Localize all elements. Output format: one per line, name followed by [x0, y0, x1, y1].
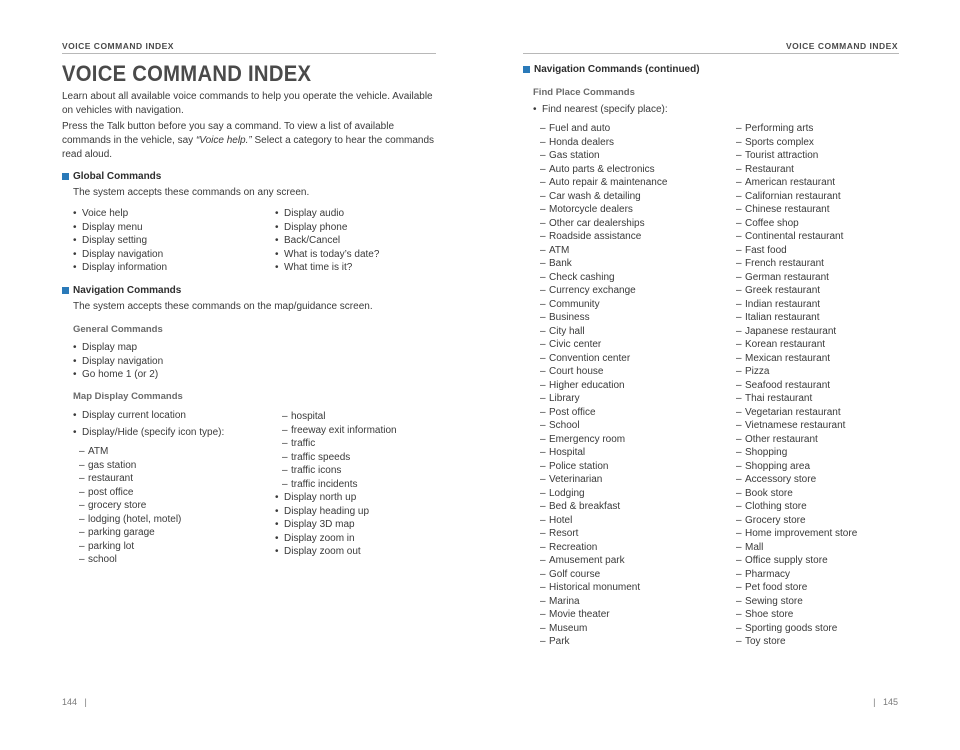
place-type-item: – Gas station: [540, 149, 667, 163]
place-type-item: – Bank: [540, 257, 667, 271]
icon-type-item: – traffic: [282, 437, 397, 451]
place-type-item: – Museum: [540, 622, 667, 636]
place-type-item: – Italian restaurant: [736, 311, 857, 325]
place-type-item: – Accessory store: [736, 473, 857, 487]
icon-type-item: – school: [79, 553, 181, 567]
place-type-item: – German restaurant: [736, 271, 857, 285]
map-command-display-hide: • Display/Hide (specify icon type):: [73, 427, 224, 438]
general-command-item: • Go home 1 (or 2): [73, 368, 163, 382]
place-type-item: – Shopping area: [736, 460, 857, 474]
find-place-commands-heading: Find Place Commands: [533, 87, 635, 98]
place-type-item: – Vietnamese restaurant: [736, 419, 857, 433]
running-head: VOICE COMMAND INDEX: [786, 41, 898, 51]
place-type-item: – Roadside assistance: [540, 230, 667, 244]
global-intro: The system accepts these commands on any screen.: [73, 187, 310, 198]
page-title: VOICE COMMAND INDEX: [62, 61, 312, 86]
global-commands-list-2: [275, 207, 379, 275]
place-type-item: – Mall: [736, 541, 857, 555]
place-type-item: – Hotel: [540, 514, 667, 528]
talk-paragraph: Press the Talk button before you say a command. To view a list of available commands in the vehicle, say “Voice help.” Select a category to hear the commands read aloud.: [62, 121, 435, 160]
navigation-continued-heading: Navigation Commands (continued): [523, 64, 700, 75]
place-type-item: – Car wash & detailing: [540, 190, 667, 204]
place-type-item: – Pet food store: [736, 581, 857, 595]
map-command-item: • Display 3D map: [275, 518, 369, 532]
icon-type-item: – parking garage: [79, 526, 181, 540]
place-type-item: – Greek restaurant: [736, 284, 857, 298]
place-type-item: – Convention center: [540, 352, 667, 366]
place-type-item: – Restaurant: [736, 163, 857, 177]
icon-type-list: [79, 445, 181, 567]
place-type-item: – Currency exchange: [540, 284, 667, 298]
place-type-item: – Californian restaurant: [736, 190, 857, 204]
place-type-item: – Community: [540, 298, 667, 312]
place-type-item: – Honda dealers: [540, 136, 667, 150]
place-type-item: – Resort: [540, 527, 667, 541]
find-nearest-command: • Find nearest (specify place):: [533, 104, 668, 115]
header-rule: [523, 53, 899, 54]
place-type-item: – Sporting goods store: [736, 622, 857, 636]
place-type-item: – Seafood restaurant: [736, 379, 857, 393]
place-type-item: – Movie theater: [540, 608, 667, 622]
place-type-item: – Home improvement store: [736, 527, 857, 541]
right-page: [480, 0, 960, 750]
place-type-item: – American restaurant: [736, 176, 857, 190]
place-type-item: – School: [540, 419, 667, 433]
global-command-item: • Display navigation: [73, 248, 167, 262]
place-type-item: – Office supply store: [736, 554, 857, 568]
place-type-item: – Higher education: [540, 379, 667, 393]
place-type-item: – Chinese restaurant: [736, 203, 857, 217]
place-type-item: – Tourist attraction: [736, 149, 857, 163]
header-rule: [62, 53, 436, 54]
place-type-item: – ATM: [540, 244, 667, 258]
global-command-item: • Display audio: [275, 207, 379, 221]
place-type-item: – Grocery store: [736, 514, 857, 528]
place-type-item: – Auto repair & maintenance: [540, 176, 667, 190]
page-number-right: | 145: [873, 697, 898, 707]
place-type-item: – Continental restaurant: [736, 230, 857, 244]
global-command-item: • What is today’s date?: [275, 248, 379, 262]
icon-type-item: – traffic speeds: [282, 451, 397, 465]
icon-type-item: – traffic incidents: [282, 478, 397, 492]
global-command-item: • Display information: [73, 261, 167, 275]
icon-type-list-continued: [282, 410, 397, 491]
intro-paragraph: Learn about all available voice commands to help you operate the vehicle. Available on vehicles with navigation.: [62, 91, 433, 116]
place-type-item: – Pharmacy: [736, 568, 857, 582]
place-type-item: – Park: [540, 635, 667, 649]
navigation-commands-heading: Navigation Commands: [62, 285, 181, 296]
place-type-item: – Hospital: [540, 446, 667, 460]
icon-type-item: – parking lot: [79, 540, 181, 554]
section-marker-icon: [523, 66, 530, 73]
place-type-item: – Bed & breakfast: [540, 500, 667, 514]
global-command-item: • Display setting: [73, 234, 167, 248]
place-type-item: – Korean restaurant: [736, 338, 857, 352]
running-head: VOICE COMMAND INDEX: [62, 41, 174, 51]
place-type-item: – Motorcycle dealers: [540, 203, 667, 217]
place-type-item: – Indian restaurant: [736, 298, 857, 312]
place-type-item: – Amusement park: [540, 554, 667, 568]
place-type-item: – Lodging: [540, 487, 667, 501]
map-display-commands-heading: Map Display Commands: [73, 391, 183, 402]
place-type-item: – Mexican restaurant: [736, 352, 857, 366]
place-type-item: – Fast food: [736, 244, 857, 258]
place-type-item: – Marina: [540, 595, 667, 609]
global-command-item: • Display menu: [73, 221, 167, 235]
general-commands-heading: General Commands: [73, 324, 163, 335]
map-commands-more-list: [275, 491, 369, 559]
place-type-item: – Sports complex: [736, 136, 857, 150]
place-type-item: – Vegetarian restaurant: [736, 406, 857, 420]
place-type-item: – Court house: [540, 365, 667, 379]
place-type-item: – Recreation: [540, 541, 667, 555]
section-marker-icon: [62, 287, 69, 294]
place-type-item: – Thai restaurant: [736, 392, 857, 406]
place-type-item: – Coffee shop: [736, 217, 857, 231]
map-command-item: • Display zoom in: [275, 532, 369, 546]
map-command-item: • Display heading up: [275, 505, 369, 519]
map-command-current-location: • Display current location: [73, 410, 186, 421]
icon-type-item: – hospital: [282, 410, 397, 424]
global-command-item: • Back/Cancel: [275, 234, 379, 248]
place-type-item: – French restaurant: [736, 257, 857, 271]
icon-type-item: – restaurant: [79, 472, 181, 486]
general-command-item: • Display navigation: [73, 355, 163, 369]
icon-type-item: – freeway exit information: [282, 424, 397, 438]
place-type-item: – Other restaurant: [736, 433, 857, 447]
place-type-item: – Japanese restaurant: [736, 325, 857, 339]
place-type-item: – Book store: [736, 487, 857, 501]
icon-type-item: – grocery store: [79, 499, 181, 513]
place-type-item: – Toy store: [736, 635, 857, 649]
icon-type-item: – gas station: [79, 459, 181, 473]
place-type-item: – Historical monument: [540, 581, 667, 595]
icon-type-item: – ATM: [79, 445, 181, 459]
place-type-item: – Fuel and auto: [540, 122, 667, 136]
section-marker-icon: [62, 173, 69, 180]
place-type-item: – Pizza: [736, 365, 857, 379]
place-type-item: – Other car dealerships: [540, 217, 667, 231]
global-command-item: • Display phone: [275, 221, 379, 235]
place-type-item: – Golf course: [540, 568, 667, 582]
places-list-2: [736, 122, 857, 649]
map-command-item: • Display north up: [275, 491, 369, 505]
place-type-item: – Emergency room: [540, 433, 667, 447]
place-type-item: – Business: [540, 311, 667, 325]
place-type-item: – Shoe store: [736, 608, 857, 622]
place-type-item: – Civic center: [540, 338, 667, 352]
place-type-item: – Performing arts: [736, 122, 857, 136]
place-type-item: – Sewing store: [736, 595, 857, 609]
global-command-item: • Voice help: [73, 207, 167, 221]
navigation-intro: The system accepts these commands on the map/guidance screen.: [73, 301, 373, 312]
map-command-item: • Display zoom out: [275, 545, 369, 559]
place-type-item: – Check cashing: [540, 271, 667, 285]
place-type-item: – City hall: [540, 325, 667, 339]
global-commands-heading: Global Commands: [62, 171, 161, 182]
global-command-item: • What time is it?: [275, 261, 379, 275]
icon-type-item: – post office: [79, 486, 181, 500]
place-type-item: – Library: [540, 392, 667, 406]
general-command-item: • Display map: [73, 341, 163, 355]
general-commands-list: [73, 341, 163, 382]
voice-help-quote: “Voice help.”: [195, 135, 252, 146]
place-type-item: – Police station: [540, 460, 667, 474]
place-type-item: – Auto parts & electronics: [540, 163, 667, 177]
place-type-item: – Shopping: [736, 446, 857, 460]
icon-type-item: – traffic icons: [282, 464, 397, 478]
page-number-left: 144 |: [62, 697, 87, 707]
places-list-1: [540, 122, 667, 649]
place-type-item: – Veterinarian: [540, 473, 667, 487]
icon-type-item: – lodging (hotel, motel): [79, 513, 181, 527]
place-type-item: – Post office: [540, 406, 667, 420]
place-type-item: – Clothing store: [736, 500, 857, 514]
global-commands-list-1: [73, 207, 167, 275]
